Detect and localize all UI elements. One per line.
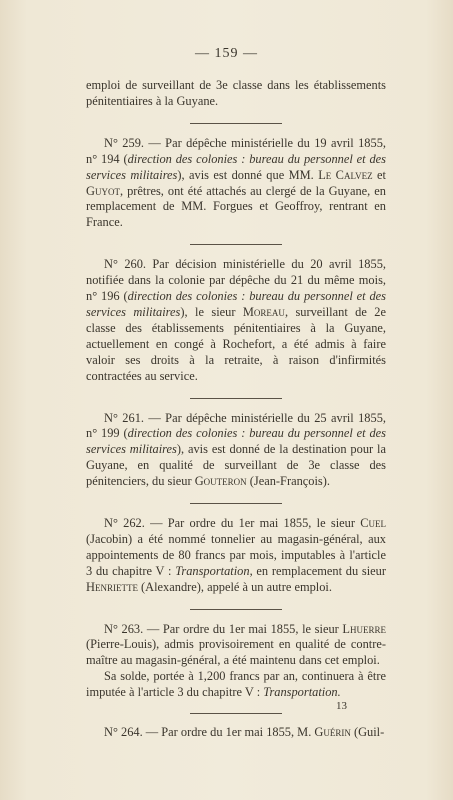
entry-text: ), avis est donné que MM. <box>177 167 319 182</box>
entry-italic: Transportation <box>175 563 250 578</box>
separator-rule <box>190 398 282 399</box>
entry-263-continuation <box>86 669 386 701</box>
person-name: Cuel <box>360 516 386 531</box>
person-name: Moreau <box>242 304 285 319</box>
entry-text: (Guil- <box>350 725 385 740</box>
entry-italic: direction des colonies : bureau du personnel et des services militaires <box>86 426 386 457</box>
entry-text: , en remplacement du sieur <box>249 563 387 578</box>
entry-italic: direction des colonies : bureau du personnel et des services militaires <box>86 289 386 319</box>
person-name: Henriette <box>86 579 138 594</box>
entry-260 <box>86 257 386 384</box>
separator-rule <box>190 123 282 124</box>
entry-262 <box>86 516 386 596</box>
entry-text: (Jean-François). <box>246 474 330 489</box>
entry-text: Sa solde, portée à 1,200 francs par an, continuera à être imputée à l'article 3 du chapitre V : <box>86 669 386 700</box>
entry-text: N° 261. — Par dépêche ministérielle du 25 avril 1855, n° 199 ( <box>86 410 386 441</box>
entry-italic: direction des colonies : bureau du personnel et des services militaires <box>86 151 386 182</box>
entry-text: , surveillant de 2e classe des établissements pénitentiaires à la Guyane, actuellement en congé à Rochefort, a été admis à faire valoir ses droits à la retraite, à raison d'infirmités contractées au service. <box>86 304 386 383</box>
entry-259 <box>86 136 386 231</box>
entry-italic: Transportation. <box>263 685 341 700</box>
entry-261 <box>86 411 386 491</box>
entry-263 <box>86 622 386 670</box>
entry-text: (Alexandre), appelé à un autre emploi. <box>137 579 332 594</box>
separator-rule <box>190 609 282 610</box>
person-name: Le Calvez <box>318 167 373 182</box>
person-name: Guyot <box>86 183 120 198</box>
page-header: — 159 — <box>195 46 258 61</box>
entry-text: ), le sieur <box>180 304 243 319</box>
entry-text: N° 263. — Par ordre du 1er mai 1855, le sieur <box>104 621 343 636</box>
person-name: Gouteron <box>194 474 247 489</box>
entry-text: N° 259. — Par dépêche ministérielle du 19 avril 1855, n° 194 ( <box>86 135 386 166</box>
separator-rule <box>190 503 282 504</box>
entry-text: ), avis est donné de la destination pour la Guyane, en qualité de surveillant de 3e classe des pénitenciers, du sieur <box>86 442 386 489</box>
signature-mark: 13 <box>336 700 347 712</box>
entry-264 <box>86 725 386 741</box>
entry-text: N° 264. — Par ordre du 1er mai 1855, M. <box>104 725 315 740</box>
separator-rule <box>190 244 282 245</box>
entry-text: N° 262. — Par ordre du 1er mai 1855, le sieur <box>104 516 361 531</box>
page-body <box>86 78 386 741</box>
intro-paragraph: emploi de surveillant de 3e classe dans les établissements pénitentiaires à la Guyane. <box>86 78 386 108</box>
entry-text: (Pierre-Louis), admis provisoirement en qualité de contre-maître au magasin-général, a été maintenu dans cet emploi. <box>86 637 386 668</box>
entry-text: , prêtres, ont été attachés au clergé de la Guyane, en remplacement de MM. Forgues et Geoffroy, rentrant en France. <box>86 183 386 230</box>
person-name: Lhuerre <box>342 621 386 636</box>
person-name: Guérin <box>314 725 351 740</box>
entry-text: et <box>372 167 386 182</box>
entry-text: (Jacobin) a été nommé tonnelier au magasin-général, aux appointements de 80 francs par mois, imputables à l'article 3 du chapitre V : <box>86 531 386 578</box>
entry-text: N° 260. Par décision ministérielle du 20 avril 1855, notifiée dans la colonie par dépêche du 21 du même mois, n° 196 ( <box>86 257 386 304</box>
separator-rule <box>190 713 282 714</box>
